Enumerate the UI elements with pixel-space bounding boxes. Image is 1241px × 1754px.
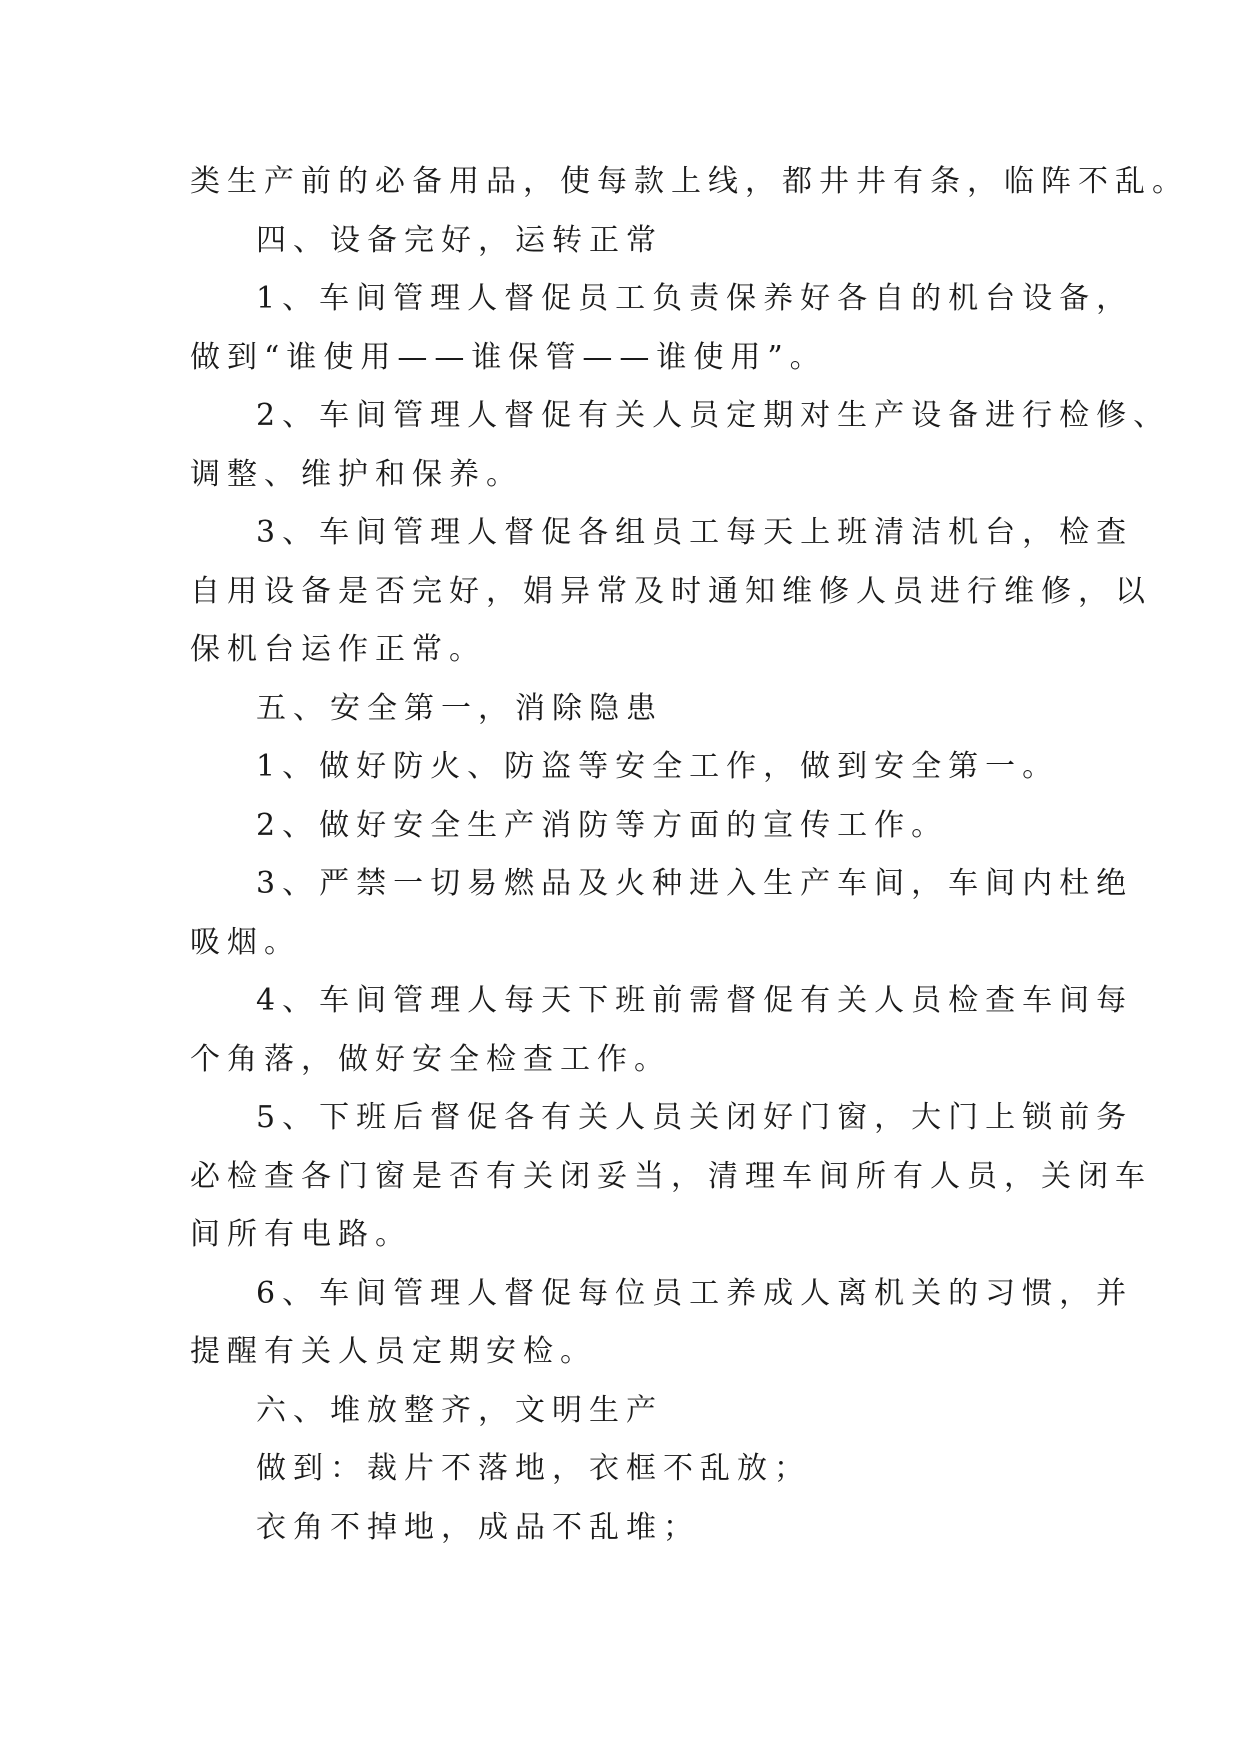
text-line-3: 1、车间管理人督促员工负责保养好各自的机台设备，: [256, 281, 1134, 316]
text-line-19: 间所有电路。: [190, 1217, 412, 1252]
text-line-9: 保机台运作正常。: [190, 632, 486, 667]
document-body: [190, 153, 1189, 1557]
text-line-6: 调整、维护和保养。: [190, 456, 523, 492]
section-heading-4: 四、设备完好，运转正常: [256, 222, 663, 258]
text-line-5: 2、车间管理人督促有关人员定期对生产设备进行检修、: [256, 398, 1171, 433]
text-line-17: 5、下班后督促各有关人员关闭好门窗，大门上锁前务: [256, 1100, 1134, 1135]
text-line-24: 衣角不掉地，成品不乱堆；: [256, 1509, 700, 1545]
text-line-15: 4、车间管理人每天下班前需督促有关人员检查车间每: [256, 983, 1134, 1018]
text-line-12: 2、做好安全生产消防等方面的宣传工作。: [256, 807, 949, 843]
text-line-13: 3、严禁一切易燃品及火种进入生产车间，车间内杜绝: [256, 866, 1134, 901]
text-line-16: 个角落，做好安全检查工作。: [190, 1041, 671, 1077]
section-heading-5: 五、安全第一，消除隐患: [256, 690, 663, 726]
text-line-8: 自用设备是否完好，娟异常及时通知维修人员进行维修，以: [190, 573, 1152, 609]
text-line-20: 6、车间管理人督促每位员工养成人离机关的习惯，并: [256, 1275, 1134, 1311]
text-line-4: 做到“谁使用——谁保管——谁使用”。: [190, 339, 827, 375]
text-line-18: 必检查各门窗是否有关闭妥当，清理车间所有人员，关闭车: [190, 1158, 1152, 1194]
text-line-14: 吸烟。: [190, 924, 301, 960]
text-line-11: 1、做好防火、防盗等安全工作，做到安全第一。: [256, 749, 1060, 784]
text-line-1: 类生产前的必备用品，使每款上线，都井井有条，临阵不乱。: [190, 164, 1189, 199]
text-line-21: 提醒有关人员定期安检。: [190, 1334, 597, 1369]
section-heading-6: 六、堆放整齐，文明生产: [256, 1392, 663, 1428]
text-line-7: 3、车间管理人督促各组员工每天上班清洁机台，检查: [256, 515, 1134, 550]
text-line-23: 做到：裁片不落地，衣框不乱放；: [256, 1451, 811, 1486]
